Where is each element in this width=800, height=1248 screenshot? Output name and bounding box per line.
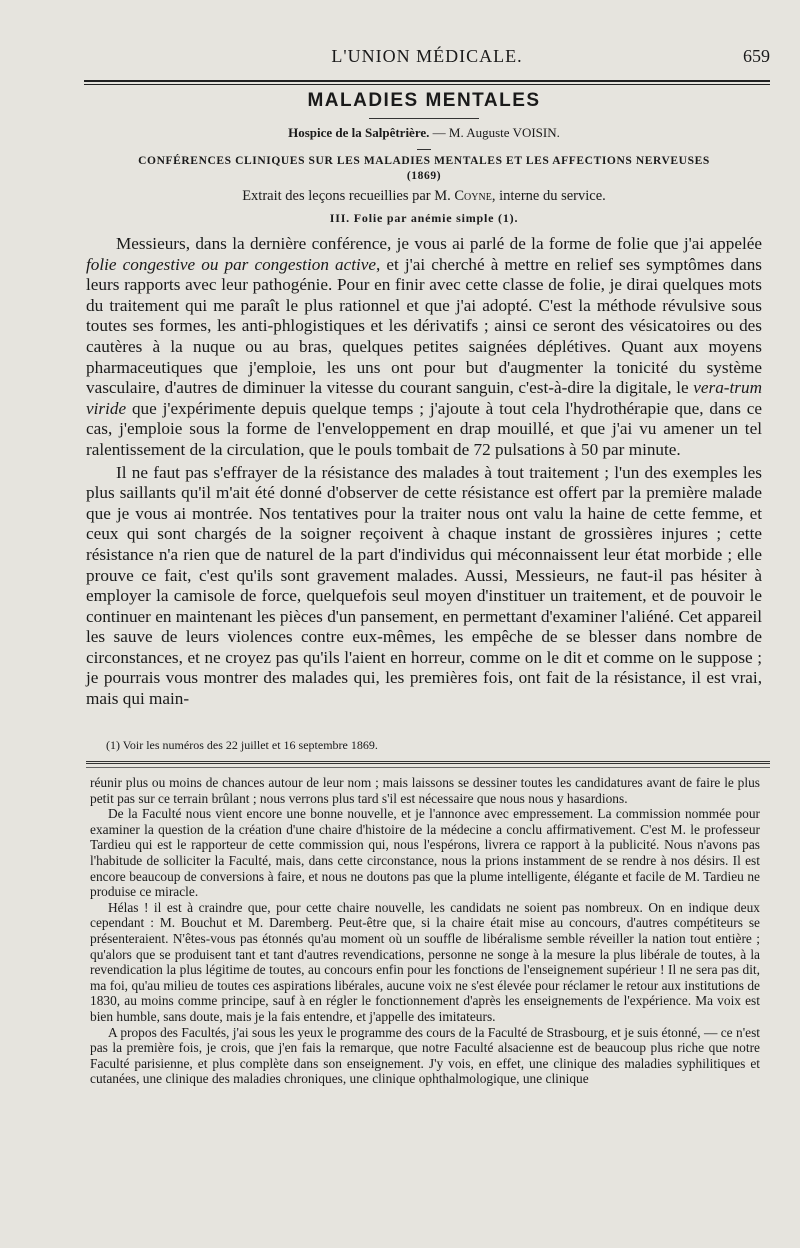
extract-suffix: , interne du service. [491,188,606,204]
paragraph-1 [86,234,762,461]
running-head [84,46,770,74]
paragraph-1-italic-1: folie congestive ou par congestion active [86,254,377,274]
chronicle-column [90,775,760,1087]
article [86,90,762,710]
section-title: MALADIES MENTALES [307,90,541,111]
chronicle-paragraph-1: réunir plus ou moins de chances autour de leur nom ; mais laissons se dessiner toutes les candidatures avant de faire le plus petit pas sur ce terrain brûlant ; nous verrons plus tard s'il est nécessaire que nous nous y hasardions. [90,775,760,806]
paragraph-2: Il ne faut pas s'effrayer de la résistance des malades à tout traitement ; l'un des exemples les plus saillants qu'il m'ait été donné d'observer de cette résistance est offert par la première malade que je vous ai montrée. Nos tentatives pour la traiter nous ont valu la haine de cette femme, et ceux qui sont chargés de la soigner reçoivent à chaque instant de grossières injures ; cette résistance n'a rien que de naturel de la part d'individus qui méconnaissent leur état morbide ; elle prouve ce fait, c'est qu'ils sont gravement malades. Aussi, Messieurs, ne faut-il pas hésiter à employer la camisole de force, quelquefois seul moyen d'instituer un traitement, et de pouvoir le continuer en maintenant les pièces d'un pansement, en permettant d'examiner l'aliéné. Cet appareil les sauve de leurs violences contre eux-mêmes, les empêche de se blesser dans nombre de circonstances, et ne croyez pas qu'ils l'aient en horreur, comme on le dit et comme on le suppose ; je pourrais vous montrer des malades qui, les premières fois, ont fait de la résistance, il est vrai, mais qui main- [86,462,762,709]
extract-line [86,188,762,205]
hospital-name: Hospice de la Salpêtrière. [288,125,430,140]
article-body [86,234,762,710]
title-rule [369,118,479,119]
conference-title: CONFÉRENCES CLINIQUES SUR LES MALADIES MENTALES ET LES AFFECTIONS NERVEUSES [138,155,710,167]
header-rule [84,80,770,82]
chronicle-paragraph-3: Hélas ! il est à craindre que, pour cette chaire nouvelle, les candidats ne soient pas nombreux. On en indique deux cependant : M. Bouchut et M. Daremberg. Peut-être que, si la chaire était mise au concours, d'autres compétiteurs se présenteraient. N'êtes-vous pas étonnés qu'au moment où un souffle de libéralisme semble réveiller la nation tout entière ; qu'alors que se produisent tant et tant d'autres revendications, personne ne songe à la mesure la plus libérale de toutes, à la revendication la plus légitime de toutes, au concours enfin pour les fonctions de l'enseignement supérieur ! Il ne sera pas dit, ma foi, qu'au milieu de toutes ces aspirations libérales, aucune voix ne s'est élevée pour réclamer le retour aux institutions de 1830, au moins comme principe, sauf à en régler le fonctionnement d'après les enseignements de l'expérience. Ma voix est bien humble, sans doute, mais je la fais entendre, et j'appelle des imitateurs. [90,899,760,1024]
extract-name: Coyne [454,188,492,204]
conference-year: (1869) [406,170,442,182]
paragraph-1-text-c: que j'expérimente depuis quelque temps ; j'ajoute à tout cela l'hydrothérapie que, dans ce cas, j'emploie sous la forme de l'enveloppement en drap mouillé, et que j'ai vu amener un tel ralentissement de la circulation, que le pouls tombait de 72 pulsations à 50 par minute. [86,398,762,459]
header-rule-thin [84,84,770,85]
short-rule [417,149,431,150]
page-number: 659 [743,46,770,66]
hospital-line [86,125,762,141]
hospital-author: — M. Auguste VOISIN. [429,125,560,140]
chronicle-paragraph-4: A propos des Facultés, j'ai sous les yeux le programme des cours de la Faculté de Strasbourg, et je suis étonné, — ce n'est pas la première fois, je crois, que j'en fais la remarque, que notre Faculté alsacienne est de beaucoup plus riche que notre Faculté parisienne, et plus complète dans son enseignement. J'y vois, en effet, une clinique des maladies syphilitiques et cutanées, une clinique des maladies chroniques, une clinique ophthalmologique, une clinique [90,1024,760,1087]
chronicle-paragraph-2: De la Faculté nous vient encore une bonne nouvelle, et je l'annonce avec empressement. La commission nommée pour examiner la question de la création d'une chaire d'histoire de la médecine a conclu affirmativement. C'est M. le professeur Tardieu qui est le rapporteur de cette commission qui, nous l'espérons, livrera ce rapport à la publicité. Nous n'avons pas l'habitude de solliciter la Faculté, mais, dans cette circonstance, nous la prions instamment de se rendre à nos désirs. Il est encore beaucoup de conversions à faire, et nous ne doutons pas que la plume intelligente, élégante et facile de M. Tardieu ne produise ce miracle. [90,806,760,900]
section-divider-thin [86,767,770,768]
footnote: (1) Voir les numéros des 22 juillet et 16 septembre 1869. [106,738,378,752]
paragraph-1-italic-2: vera-trum viride [86,378,762,418]
lesson-title: III. Folie par anémie simple (1). [329,211,519,225]
paragraph-1-text-b: , et j'ai cherché à mettre en relief ses symptômes dans leurs rapports avec leur pathogénie. Pour en finir avec cette classe de folie, je dirai quelques mots du traitement qui me paraît le plus rationnel et que j'ai adopté. C'est la méthode révulsive sous toutes ses formes, les anti-phlogistiques et les dérivatifs ; ainsi ce seront des vésicatoires ou des cautères à la nuque ou au bras, quelques petites saignées déplétives. Quant aux moyens pharmaceutiques que j'emploie, les uns ont pour but d'augmenter la tonicité du système vasculaire, d'autres de diminuer la vitesse du courant sanguin, c'est-à-dire la digitale, le [86,254,762,398]
journal-title: L'UNION MÉDICALE. [331,46,523,66]
paragraph-1-text-a: Messieurs, dans la dernière conférence, je vous ai parlé de la forme de folie que j'ai appelée [116,234,762,253]
extract-prefix: Extrait des leçons recueillies par M. [242,188,455,204]
section-divider [86,761,770,764]
